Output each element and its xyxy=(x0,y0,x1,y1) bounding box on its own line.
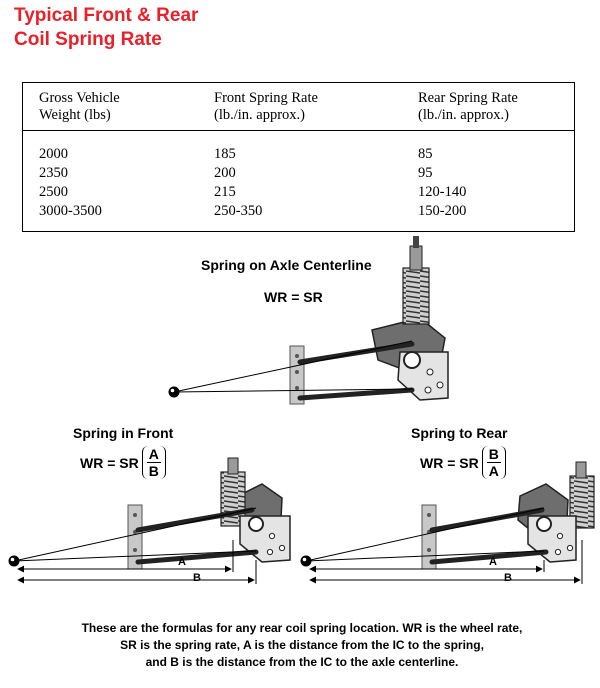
fraction-b-over-a xyxy=(482,446,506,479)
label-spring-in-front: Spring in Front xyxy=(73,425,174,441)
formula-center: WR = SR xyxy=(264,289,323,305)
shock-absorber-icon xyxy=(576,462,586,478)
label-spring-to-rear: Spring to Rear xyxy=(411,425,508,441)
numerator: B xyxy=(488,446,499,462)
table-cell: 150-200 xyxy=(418,203,467,219)
shock-absorber-icon xyxy=(228,458,238,474)
table-cell: 85 xyxy=(418,146,433,162)
dim-label-b-rear: B xyxy=(504,572,512,584)
fraction-a-over-b xyxy=(142,446,166,479)
caption-line-1: These are the formulas for any rear coil spring location. WR is the wheel rate, xyxy=(81,621,523,635)
table-cell: 2500 xyxy=(39,184,68,200)
dim-label-a-front: A xyxy=(178,556,186,568)
denominator: A xyxy=(488,463,499,479)
numerator: A xyxy=(148,446,159,462)
table-cell: 185 xyxy=(214,146,236,162)
caption-line-3: and B is the distance from the IC to the axle centerline. xyxy=(145,655,459,669)
header-rear-rate: Rear Spring Rate (lb./in. approx.) xyxy=(418,90,518,123)
table-cell: 3000-3500 xyxy=(39,203,102,219)
table-cell: 95 xyxy=(418,165,433,181)
instant-center-icon xyxy=(301,556,312,567)
formula-rear-prefix: WR = SR xyxy=(420,454,479,471)
table-cell: 2000 xyxy=(39,146,68,162)
formula-rear xyxy=(420,446,506,479)
table-cell: 215 xyxy=(214,184,236,200)
label-spring-on-axle: Spring on Axle Centerline xyxy=(201,257,372,273)
title-line-2: Coil Spring Rate xyxy=(14,29,162,50)
dim-label-b-front: B xyxy=(193,572,201,584)
table-cell: 250-350 xyxy=(214,203,263,219)
table-cell: 2350 xyxy=(39,165,68,181)
title-line-1: Typical Front & Rear xyxy=(14,5,199,26)
instant-center-icon xyxy=(9,556,20,567)
coil-spring-icon xyxy=(403,268,429,324)
diagram-spring-to-rear xyxy=(301,462,595,584)
instant-center-icon xyxy=(169,387,180,398)
header-gross-weight: Gross Vehicle Weight (lbs) xyxy=(39,90,120,123)
formula-front-prefix: WR = SR xyxy=(80,454,139,471)
header-front-rate: Front Spring Rate (lb./in. approx.) xyxy=(214,90,318,123)
dim-label-a-rear: A xyxy=(489,556,497,568)
caption-line-2: SR is the spring rate, A is the distance from the IC to the spring, xyxy=(120,638,484,652)
shock-absorber-icon xyxy=(410,246,422,270)
denominator: B xyxy=(148,463,159,479)
table-cell: 120-140 xyxy=(418,184,467,200)
table-cell: 200 xyxy=(214,165,236,181)
caption xyxy=(24,620,580,671)
formula-front xyxy=(80,446,166,479)
lower-link xyxy=(300,390,412,398)
